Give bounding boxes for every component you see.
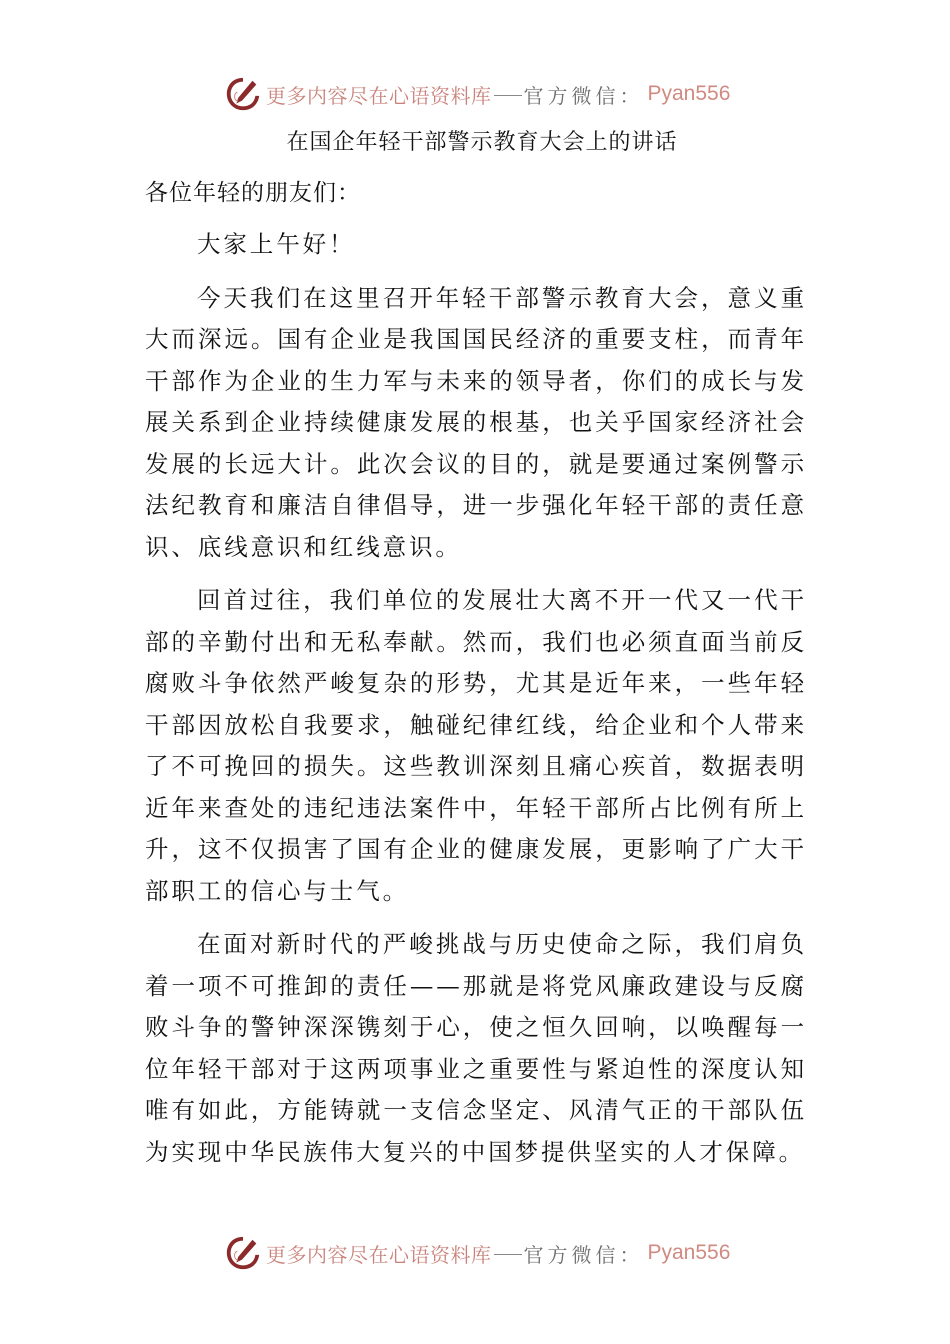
footer-watermark-banner [224,1231,730,1275]
document-title: 在国企年轻干部警示教育大会上的讲话 [286,130,678,155]
separator-dash [494,95,522,96]
wechat-id: Pyan556 [647,82,731,105]
greeting: 大家上午好！ [197,230,356,258]
paragraph-3: 在面对新时代的严峻挑战与历史使命之际，我们肩负着一项不可推卸的责任——那就是将党风廉政建设与反腐败斗争的警钟深深镌刻于心，使之恒久回响，以唤醒每一位年轻干部对于这两项事业之重要性与紧迫性的深度认知唯有如此，方能铸就一支信念坚定、风清气正的干部队伍为实现中华民族伟大复兴的中国梦提供坚实的人才保障。 [145,930,807,1166]
wechat-label: 官方微信： [523,83,644,108]
promo-text: 更多内容尽在心语资料库 [266,83,492,108]
quill-pen-logo-icon [224,75,262,113]
promo-text: 更多内容尽在心语资料库 [266,1242,492,1267]
wechat-label: 官方微信： [523,1242,644,1267]
separator-dash [494,1254,522,1255]
quill-pen-logo-icon [224,1234,262,1272]
paragraph-1: 今天我们在这里召开年轻干部警示教育大会，意义重大而深远。国有企业是我国国民经济的重要支柱，而青年干部作为企业的生力军与未来的领导者，你们的成长与发展关系到企业持续健康发展的根基，也关乎国家经济社会发展的长远大计。此次会议的目的，就是要通过案例警示法纪教育和廉洁自律倡导，进一步强化年轻干部的责任意识、底线意识和红线意识。 [145,283,807,561]
header-watermark-banner [224,72,730,116]
wechat-id: Pyan556 [647,1241,731,1264]
document-body [145,122,807,1173]
paragraph-2: 回首过往，我们单位的发展壮大离不开一代又一代干部的辛勤付出和无私奉献。然而，我们也必须直面当前反腐败斗争依然严峻复杂的形势，尤其是近年来，一些年轻干部因放松自我要求，触碰纪律红线，给企业和个人带来了不可挽回的损失。这些教训深刻且痛心疾首，数据表明近年来查处的违纪违法案件中，年轻干部所占比例有所上升，这不仅损害了国有企业的健康发展，更影响了广大干部职工的信心与士气。 [145,586,807,905]
salutation: 各位年轻的朋友们： [145,180,361,206]
